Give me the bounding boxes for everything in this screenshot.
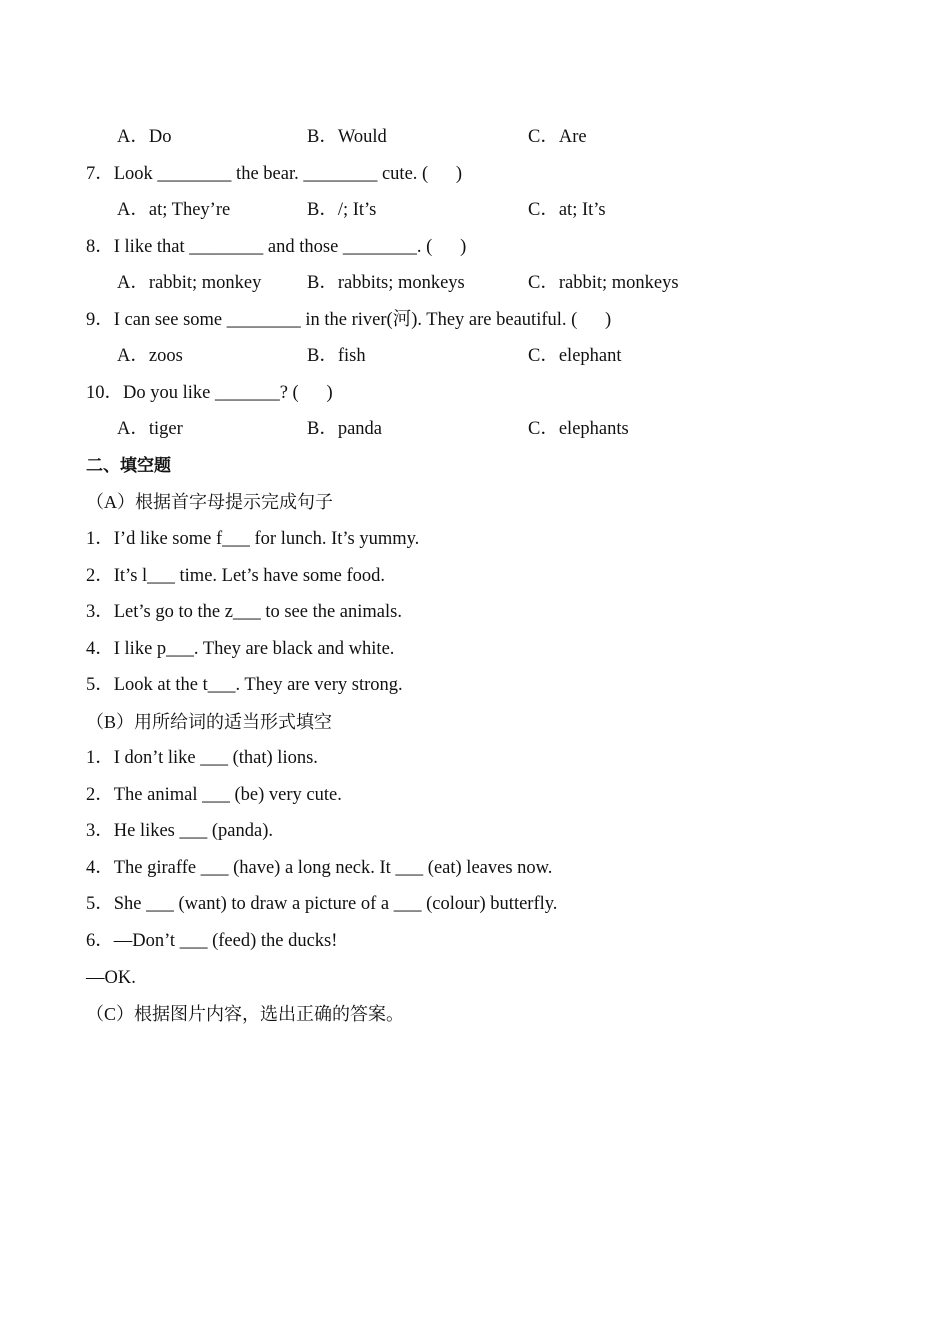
- answer-option: A．at; They’re: [117, 200, 231, 221]
- worksheet-page: [86, 124, 886, 1038]
- answer-options: [86, 270, 886, 307]
- question-text: 8．I like that ________ and those ________. ( ): [86, 236, 467, 257]
- question-text: 6．—Don’t ___ (feed) the ducks!: [86, 931, 338, 952]
- question-text: 10．Do you like _______? ( ): [86, 382, 333, 403]
- question-text: 4．The giraffe ___ (have) a long neck. It ___ (eat) leaves now.: [86, 857, 553, 878]
- question-text: —OK.: [86, 967, 136, 988]
- answer-option: A．rabbit; monkey: [117, 273, 262, 294]
- answer-option: C．rabbit; monkeys: [528, 273, 679, 294]
- question-text: 4．I like p___. They are black and white.: [86, 638, 395, 659]
- question-text: 1．I’d like some f___ for lunch. It’s yummy.: [86, 529, 420, 550]
- answer-options: [86, 416, 886, 453]
- answer-option: A．Do: [117, 127, 172, 147]
- question-text: 5．She ___ (want) to draw a picture of a ___ (colour) butterfly.: [86, 894, 558, 915]
- answer-option: B．fish: [307, 346, 366, 367]
- subsection-instruction: （A）根据首字母提示完成句子: [86, 492, 333, 513]
- answer-options: [86, 343, 886, 380]
- answer-option: B．/; It’s: [307, 200, 377, 221]
- question-text: 1．I don’t like ___ (that) lions.: [86, 748, 318, 769]
- answer-option: A．tiger: [117, 419, 183, 440]
- question-text: 9．I can see some ________ in the river(河). They are beautiful. ( ): [86, 309, 612, 330]
- answer-option: C．elephant: [528, 346, 622, 367]
- question-text: 3．Let’s go to the z___ to see the animals.: [86, 602, 402, 623]
- section-heading: 二、填空题: [86, 455, 171, 476]
- answer-option: B．Would: [307, 127, 387, 147]
- answer-options: [86, 197, 886, 234]
- answer-option: C．elephants: [528, 419, 629, 440]
- question-text: 2．It’s l___ time. Let’s have some food.: [86, 565, 386, 586]
- question-text: 3．He likes ___ (panda).: [86, 821, 274, 842]
- answer-option: C．Are: [528, 127, 587, 147]
- answer-option: B．panda: [307, 419, 383, 440]
- answer-option: B．rabbits; monkeys: [307, 273, 465, 294]
- question-text: 5．Look at the t___. They are very strong.: [86, 675, 403, 696]
- answer-option: C．at; It’s: [528, 200, 606, 221]
- answer-option: A．zoos: [117, 346, 183, 367]
- question-text: 2．The animal ___ (be) very cute.: [86, 784, 342, 805]
- subsection-instruction: （C）根据图片内容，选出正确的答案。: [86, 1004, 405, 1025]
- answer-options: [86, 124, 886, 161]
- question-text: 7．Look ________ the bear. ________ cute. ( ): [86, 163, 463, 184]
- subsection-instruction: （B）用所给词的适当形式填空: [86, 711, 333, 732]
